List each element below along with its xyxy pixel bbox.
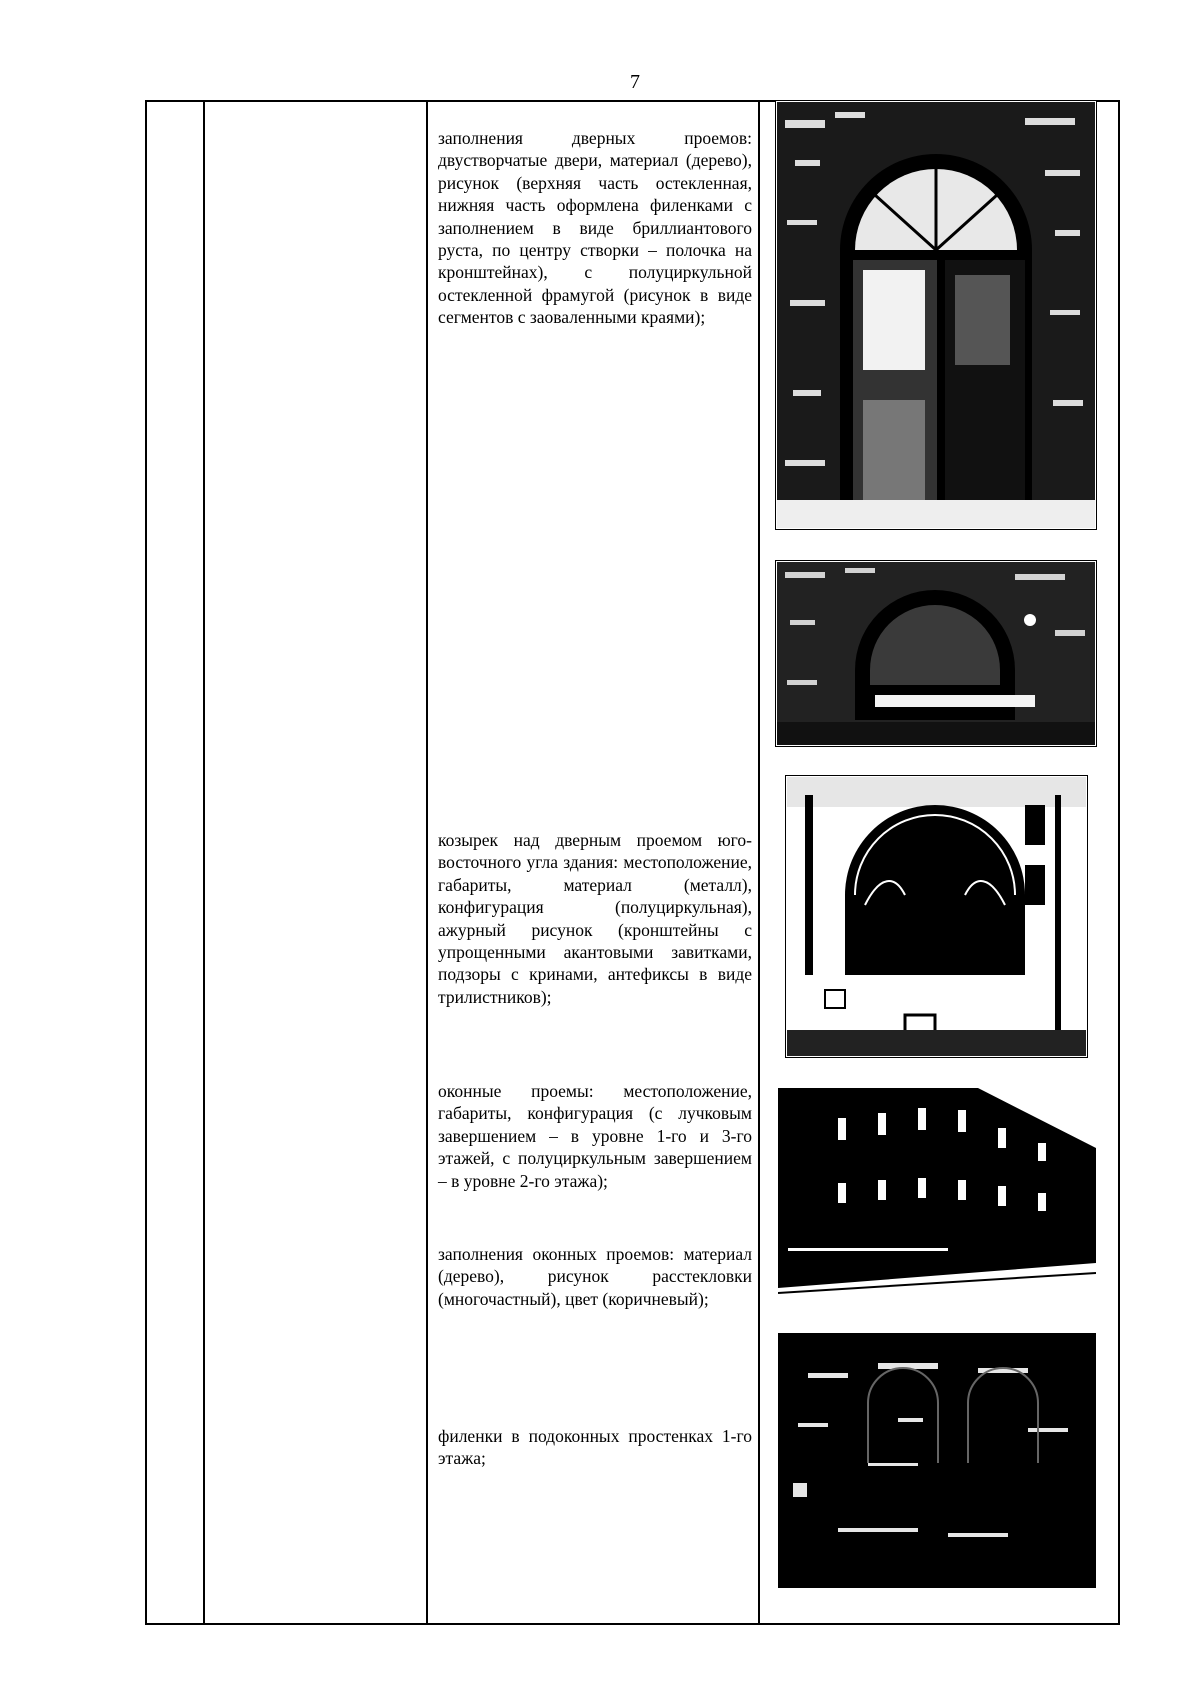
page-number: 7 bbox=[630, 71, 640, 93]
building-facade-photo bbox=[778, 1088, 1096, 1300]
table-bottom-border bbox=[145, 1623, 1120, 1625]
table-left-border bbox=[145, 100, 147, 1625]
text-door-fill: заполнения дверных проемов: двустворчатые двери, материал (дерево), рисунок (верхняя часть остекленная, нижняя часть оформлена филенками с заполнением в виде бриллиантового руста, по центру створки – полочка на кронштейнах), с полуциркульной остекленной фрамугой (рисунок в виде сегментов с заоваленными краями); bbox=[438, 128, 752, 328]
table-right-border bbox=[1118, 100, 1120, 1625]
text-panels: филенки в подоконных простенках 1-го этажа; bbox=[438, 1426, 752, 1469]
text-window-fill: заполнения оконных проемов: материал (дерево), рисунок расстекловки (многочастный), цвет (коричневый); bbox=[438, 1244, 752, 1309]
column-divider-2 bbox=[426, 100, 428, 1625]
arched-doorway-photo bbox=[775, 100, 1097, 530]
window-wall-photo bbox=[778, 1333, 1096, 1588]
text-canopy: козырек над дверным проемом юго-восточного угла здания: местоположение, габариты, материал (металл), конфигурация (полуциркульная), ажурный рисунок (кронштейны с упрощенными акантовыми завитками, подзоры с кринами, антефиксы в виде трилистников); bbox=[438, 830, 752, 1007]
archway-photo bbox=[775, 560, 1097, 747]
text-window-openings: оконные проемы: местоположение, габариты, конфигурация (с лучковым завершением – в уровне 1-го и 3-го этажей, с полуциркульным завершением – в уровне 2-го этажа); bbox=[438, 1081, 752, 1191]
column-divider-3 bbox=[758, 100, 760, 1625]
metal-canopy-photo bbox=[785, 775, 1088, 1058]
column-divider-1 bbox=[203, 100, 205, 1625]
